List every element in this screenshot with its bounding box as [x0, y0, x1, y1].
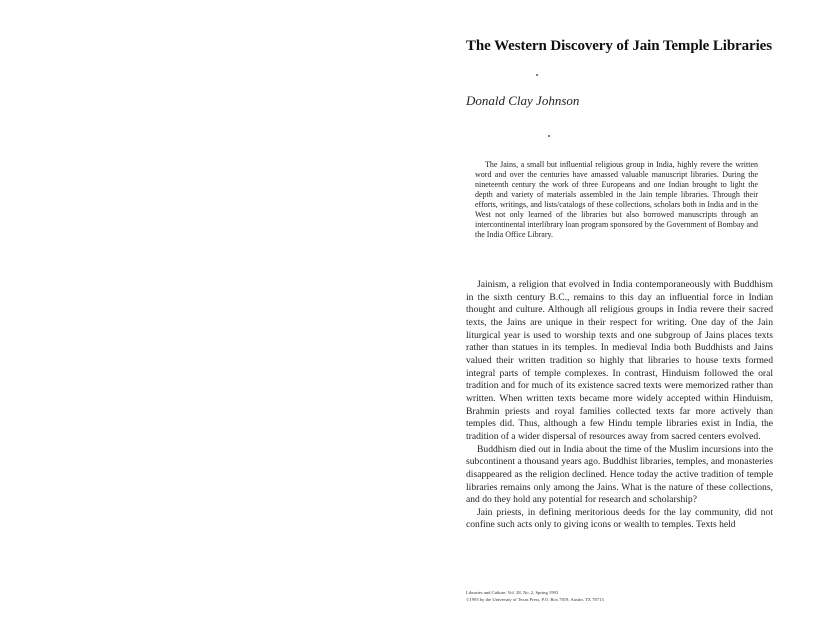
footer-copyright-line: ©1993 by the University of Texas Press, P.O. Box 7819, Austin, TX 78713: [466, 597, 604, 602]
article-body: [466, 279, 773, 532]
body-paragraph-3: Jain priests, in defining meritorious deeds for the lay community, did not confine such acts only to giving icons or wealth to temples. Texts held: [466, 506, 773, 531]
publication-footer: [466, 589, 726, 603]
body-paragraph-1: Jainism, a religion that evolved in India contemporaneously with Buddhism in the sixth century B.C., remains to this day an influential force in Indian thought and culture. Although all religious groups in India revere their sacred texts, the Jains are unique in their respect for writing. One day of the Jain liturgical year is used to worship texts and one subgroup of Jains places texts rather than statues in its temples. In medieval India both Buddhists and Jains valued their written tradition so highly that libraries to house texts formed integral parts of temple complexes. In contrast, Hinduism followed the oral tradition and for much of its existence sacred texts were memorized rather than written. When written texts became more widely accepted within Hinduism, Brahmin priests and royal families collected texts far more actively than temples did. Thus, although a few Hindu temple libraries exist in India, the tradition of a wider dispersal of resources away from sacred centers evolved.: [466, 279, 773, 442]
abstract: The Jains, a small but influential religious group in India, highly revere the written word and over the centuries have amassed valuable manuscript libraries. During the nineteenth century the work of three Europeans and one Indian brought to light the depth and variety of materials assembled in the Jain temple libraries. Through their efforts, writings, and lists/catalogs of these collections, scholars both in India and in the West not only learned of the libraries but also borrowed manuscripts through an intercontinental interlibrary loan program sponsored by the Government of Bombay and the India Office Library.: [475, 160, 758, 239]
author-name: Donald Clay Johnson: [466, 93, 580, 108]
footer-journal-line: Libraries and Culture, Vol. 28, No. 2, Spring 1993: [466, 590, 559, 595]
speck-mark: [548, 135, 550, 137]
body-paragraph-2: Buddhism died out in India about the time of the Muslim incursions into the subcontinent a thousand years ago. Buddhist libraries, temples, and monasteries disappeared as the religion declined. Hence today the active tradition of temple libraries remains only among the Jains. What is the nature of these collections, and do they hold any potential for research and scholarship?: [466, 443, 773, 506]
article-title: The Western Discovery of Jain Temple Libraries: [466, 38, 772, 54]
speck-mark: [536, 74, 538, 76]
